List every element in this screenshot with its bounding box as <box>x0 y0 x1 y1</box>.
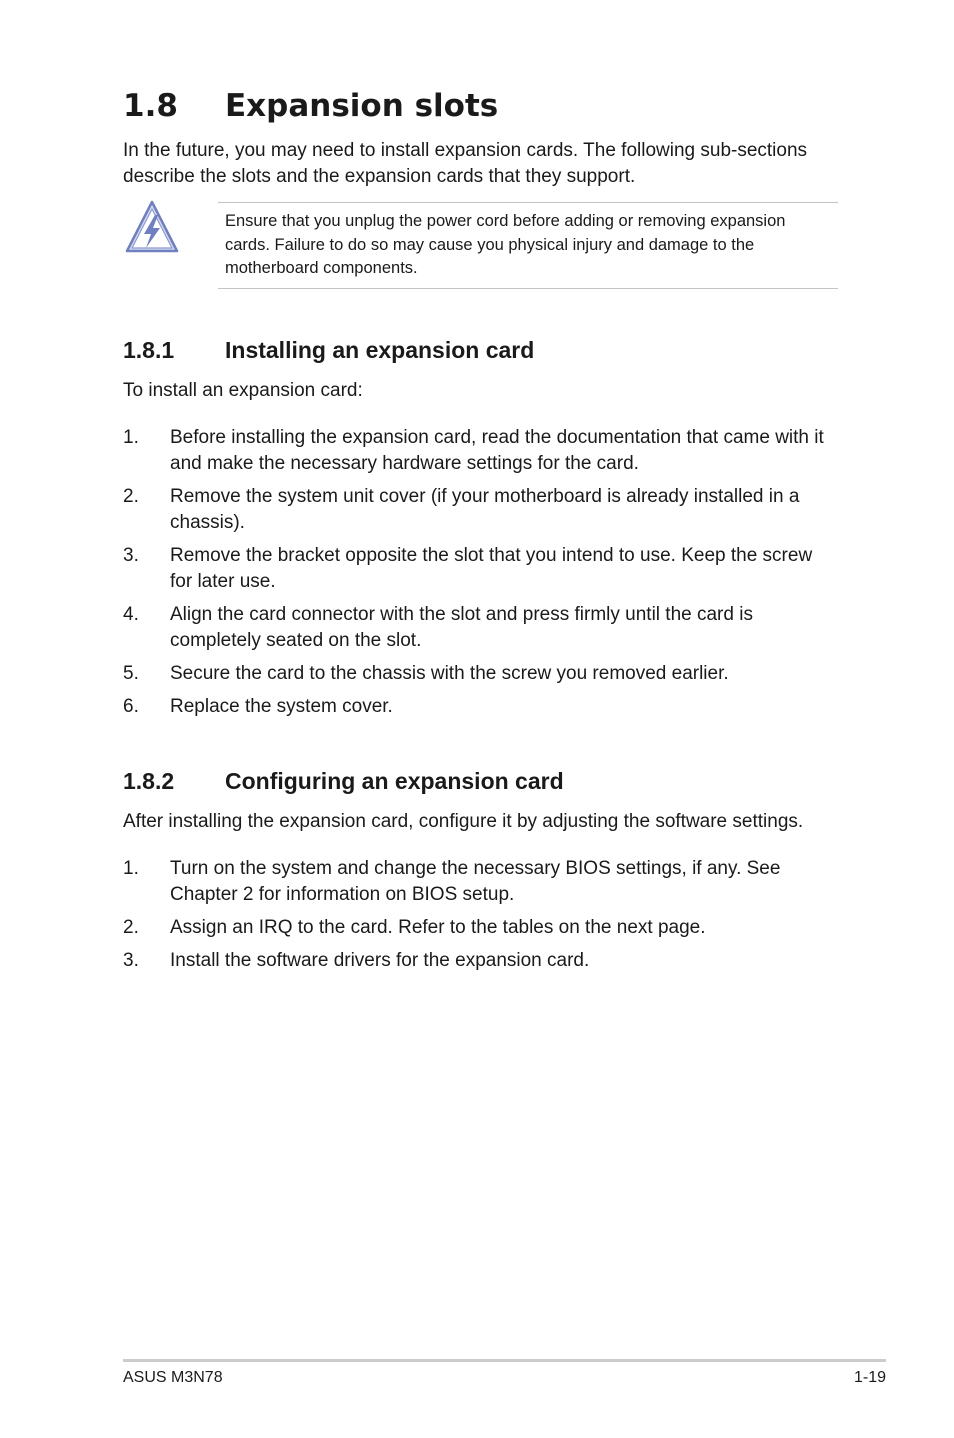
step-text: Turn on the system and change the necessary BIOS settings, if any. See Chapter 2 for information on BIOS setup. <box>170 858 781 905</box>
subsection-title: Installing an expansion card <box>225 337 535 363</box>
step-item <box>123 425 838 477</box>
step-text: Remove the bracket opposite the slot that you intend to use. Keep the screw for later use. <box>170 545 813 592</box>
step-item <box>123 856 838 908</box>
step-number: 2. <box>123 917 139 938</box>
subsection-number: 1.8.1 <box>123 337 175 363</box>
step-item <box>123 694 838 720</box>
configuring-steps <box>123 856 838 981</box>
step-item <box>123 484 838 536</box>
step-number: 1. <box>123 858 139 879</box>
subsection-heading-configuring <box>123 766 564 796</box>
footer-rule <box>123 1359 886 1362</box>
step-text: Install the software drivers for the expansion card. <box>170 950 590 971</box>
section-heading <box>123 86 498 126</box>
section-number: 1.8 <box>123 88 178 124</box>
subsection-heading-installing <box>123 335 534 365</box>
subsection-number: 1.8.2 <box>123 768 175 794</box>
caution-text: Ensure that you unplug the power cord before adding or removing expansion cards. Failure to do so may cause you physical injury and damage to the motherboard components. <box>225 212 786 277</box>
section-title: Expansion slots <box>225 88 499 124</box>
step-text: Assign an IRQ to the card. Refer to the tables on the next page. <box>170 917 706 938</box>
step-number: 2. <box>123 486 139 507</box>
installing-steps <box>123 425 838 727</box>
step-number: 3. <box>123 950 139 971</box>
step-item <box>123 543 838 595</box>
step-text: Remove the system unit cover (if your motherboard is already installed in a chassis). <box>170 486 800 533</box>
subsection-title: Configuring an expansion card <box>225 768 564 794</box>
step-item <box>123 661 838 687</box>
step-number: 5. <box>123 663 139 684</box>
step-number: 1. <box>123 427 139 448</box>
step-text: Align the card connector with the slot and press firmly until the card is completely seated on the slot. <box>170 604 753 651</box>
configuring-lead: After installing the expansion card, configure it by adjusting the software settings. <box>123 811 804 832</box>
caution-bottom-rule <box>218 288 838 289</box>
step-item <box>123 602 838 654</box>
footer-page-number: 1-19 <box>853 1369 886 1386</box>
step-number: 3. <box>123 545 139 566</box>
step-item <box>123 915 838 941</box>
step-number: 6. <box>123 696 139 717</box>
step-item <box>123 948 838 974</box>
caution-top-rule <box>218 202 838 203</box>
warning-triangle-lightning-icon <box>122 199 180 255</box>
installing-lead: To install an expansion card: <box>123 380 363 401</box>
section-intro: In the future, you may need to install expansion cards. The following sub-sections describe the slots and the expansion cards that they support. <box>123 140 808 187</box>
footer-product-name: ASUS M3N78 <box>123 1369 223 1386</box>
step-number: 4. <box>123 604 139 625</box>
step-text: Replace the system cover. <box>170 696 393 717</box>
step-text: Secure the card to the chassis with the screw you removed earlier. <box>170 663 729 684</box>
step-text: Before installing the expansion card, read the documentation that came with it and make the necessary hardware settings for the card. <box>170 427 824 474</box>
